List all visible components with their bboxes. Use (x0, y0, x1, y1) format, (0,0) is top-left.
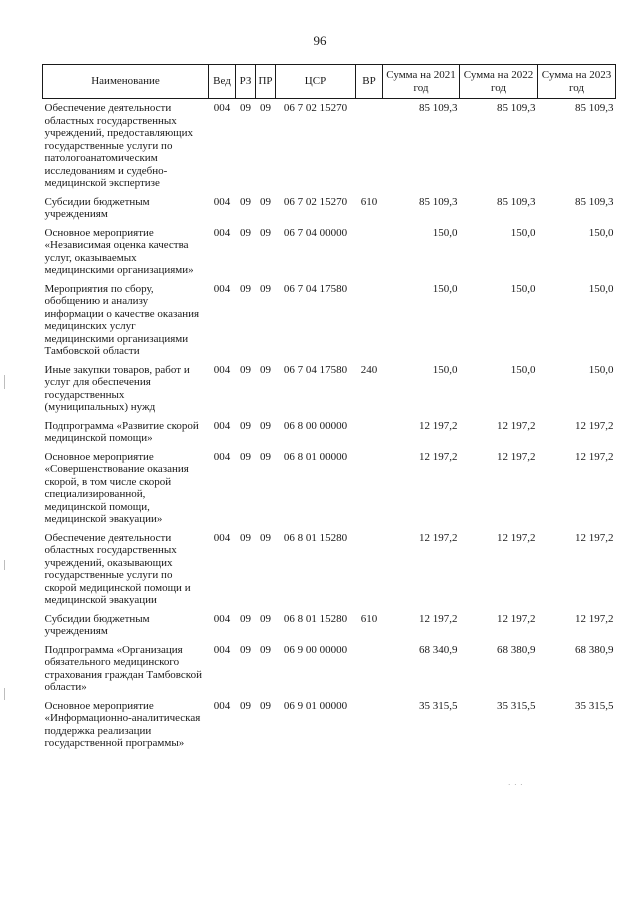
row-rz: 09 (240, 282, 251, 295)
row-pr: 09 (260, 282, 271, 295)
row-sum-2022: 12 197,2 (497, 531, 536, 544)
row-sum-2022: 150,0 (510, 282, 536, 295)
row-rz: 09 (240, 699, 251, 712)
row-name: Субсидии бюджетным учреждениям (44, 195, 150, 220)
row-ved: 004 (213, 282, 231, 295)
row-sum-2023: 150,0 (588, 282, 614, 295)
row-ved: 004 (213, 195, 231, 208)
row-vr (356, 529, 383, 610)
row-ved: 004 (213, 531, 231, 544)
table-row (43, 448, 616, 529)
table-row (43, 280, 616, 361)
header-name: Наименование (43, 65, 209, 99)
row-csr: 06 7 04 17580 (283, 363, 348, 376)
row-ved: 004 (213, 612, 231, 625)
scan-edge-mark (4, 375, 5, 389)
row-rz: 09 (240, 643, 251, 656)
row-name: Подпрограмма «Развитие скорой медицинской помощи» (44, 419, 199, 444)
row-sum-2021: 150,0 (432, 282, 458, 295)
row-name: Обеспечение деятельности областных государственных учреждений, предоставляющих государственные услуги по патологоанатомическим исследованиям и судебно-медицинской экспертизе (44, 102, 194, 189)
row-name: Обеспечение деятельности областных государственных учреждений, оказывающих государственные услуги по скорой медицинской помощи и медицинской эвакуации (44, 531, 191, 606)
row-name: Субсидии бюджетным учреждениям (44, 612, 150, 637)
row-csr: 06 8 00 00000 (283, 419, 348, 432)
row-csr: 06 9 01 00000 (283, 699, 348, 712)
row-vr (356, 448, 383, 529)
row-rz: 09 (240, 612, 251, 625)
row-sum-2021: 12 197,2 (419, 419, 458, 432)
row-sum-2022: 12 197,2 (497, 450, 536, 463)
row-ved: 004 (213, 363, 231, 376)
row-rz: 09 (240, 195, 251, 208)
table-row (43, 361, 616, 417)
row-vr: 240 (360, 363, 378, 376)
row-csr: 06 7 04 00000 (283, 226, 348, 239)
row-name: Основное мероприятие «Независимая оценка качества услуг, оказываемых медицинскими организациями» (44, 226, 194, 276)
row-sum-2023: 85 109,3 (575, 102, 614, 114)
row-sum-2022: 35 315,5 (497, 699, 536, 712)
row-sum-2023: 12 197,2 (575, 419, 614, 432)
row-sum-2022: 85 109,3 (497, 195, 536, 208)
row-vr (356, 280, 383, 361)
row-vr (356, 697, 383, 753)
row-rz: 09 (240, 102, 251, 114)
row-name: Основное мероприятие «Совершенствование оказания скорой, в том числе скорой специализированной, медицинской помощи, медицинской эвакуации» (44, 450, 189, 525)
row-pr: 09 (260, 612, 271, 625)
row-sum-2022: 68 380,9 (497, 643, 536, 656)
row-sum-2021: 12 197,2 (419, 450, 458, 463)
row-vr (356, 99, 383, 193)
row-sum-2023: 35 315,5 (575, 699, 614, 712)
row-csr: 06 8 01 00000 (283, 450, 348, 463)
row-sum-2023: 12 197,2 (575, 531, 614, 544)
header-vr: ВР (356, 65, 383, 99)
page-number: 96 (313, 33, 327, 48)
row-ved: 004 (213, 643, 231, 656)
row-sum-2023: 12 197,2 (575, 450, 614, 463)
table-header-row (43, 65, 616, 99)
row-sum-2022: 150,0 (510, 363, 536, 376)
table-row (43, 641, 616, 697)
row-pr: 09 (260, 195, 271, 208)
header-sum-2022: Сумма на 2022 год (460, 65, 538, 99)
table-row (43, 99, 616, 193)
row-ved: 004 (213, 450, 231, 463)
row-sum-2022: 150,0 (510, 226, 536, 239)
header-sum-2023: Сумма на 2023 год (538, 65, 616, 99)
scan-edge-mark (4, 688, 5, 700)
scan-noise: · · · (508, 781, 524, 789)
row-rz: 09 (240, 450, 251, 463)
header-pr: ПР (256, 65, 276, 99)
row-ved: 004 (213, 226, 231, 239)
table-row (43, 697, 616, 753)
row-pr: 09 (260, 102, 271, 114)
row-pr: 09 (260, 699, 271, 712)
row-sum-2022: 12 197,2 (497, 612, 536, 625)
row-name: Подпрограмма «Организация обязательного медицинского страхования граждан Тамбовской области» (44, 643, 202, 693)
row-ved: 004 (213, 419, 231, 432)
budget-table (42, 64, 616, 753)
row-rz: 09 (240, 419, 251, 432)
row-sum-2023: 12 197,2 (575, 612, 614, 625)
row-sum-2021: 85 109,3 (419, 102, 458, 114)
row-pr: 09 (260, 419, 271, 432)
row-csr: 06 9 00 00000 (283, 643, 348, 656)
row-pr: 09 (260, 226, 271, 239)
scan-edge-mark (4, 560, 5, 570)
table-row (43, 193, 616, 224)
row-rz: 09 (240, 363, 251, 376)
row-sum-2022: 85 109,3 (497, 102, 536, 114)
row-csr: 06 7 02 15270 (283, 195, 348, 208)
row-sum-2023: 150,0 (588, 363, 614, 376)
row-vr: 610 (360, 612, 378, 625)
table-row (43, 610, 616, 641)
header-csr: ЦСР (276, 65, 356, 99)
row-name: Мероприятия по сбору, обобщению и анализу информации о качестве оказания медицинских услуг медицинскими организациями Тамбовской области (44, 282, 200, 357)
row-rz: 09 (240, 531, 251, 544)
header-rz: РЗ (236, 65, 256, 99)
table-row (43, 417, 616, 448)
table-row (43, 224, 616, 280)
row-sum-2022: 12 197,2 (497, 419, 536, 432)
table-row (43, 529, 616, 610)
row-pr: 09 (260, 531, 271, 544)
row-rz: 09 (240, 226, 251, 239)
row-sum-2021: 68 340,9 (419, 643, 458, 656)
row-sum-2023: 68 380,9 (575, 643, 614, 656)
row-name: Иные закупки товаров, работ и услуг для обеспечения государственных (муниципальных) нужд (44, 363, 190, 413)
row-sum-2023: 150,0 (588, 226, 614, 239)
row-sum-2021: 150,0 (432, 363, 458, 376)
row-vr (356, 417, 383, 448)
row-pr: 09 (260, 643, 271, 656)
row-sum-2021: 12 197,2 (419, 612, 458, 625)
row-csr: 06 7 04 17580 (283, 282, 348, 295)
row-vr: 610 (360, 195, 378, 208)
row-csr: 06 8 01 15280 (283, 612, 348, 625)
row-sum-2023: 85 109,3 (575, 195, 614, 208)
header-sum-2021: Сумма на 2021 год (383, 65, 460, 99)
row-csr: 06 7 02 15270 (283, 102, 348, 114)
row-ved: 004 (213, 102, 231, 114)
row-name: Основное мероприятие «Информационно-аналитическая поддержка реализации государственной программы» (44, 699, 201, 749)
row-pr: 09 (260, 450, 271, 463)
row-sum-2021: 12 197,2 (419, 531, 458, 544)
row-pr: 09 (260, 363, 271, 376)
header-ved: Вед (209, 65, 236, 99)
row-sum-2021: 150,0 (432, 226, 458, 239)
row-vr (356, 224, 383, 280)
row-vr (356, 641, 383, 697)
row-ved: 004 (213, 699, 231, 712)
row-csr: 06 8 01 15280 (283, 531, 348, 544)
row-sum-2021: 85 109,3 (419, 195, 458, 208)
row-sum-2021: 35 315,5 (419, 699, 458, 712)
